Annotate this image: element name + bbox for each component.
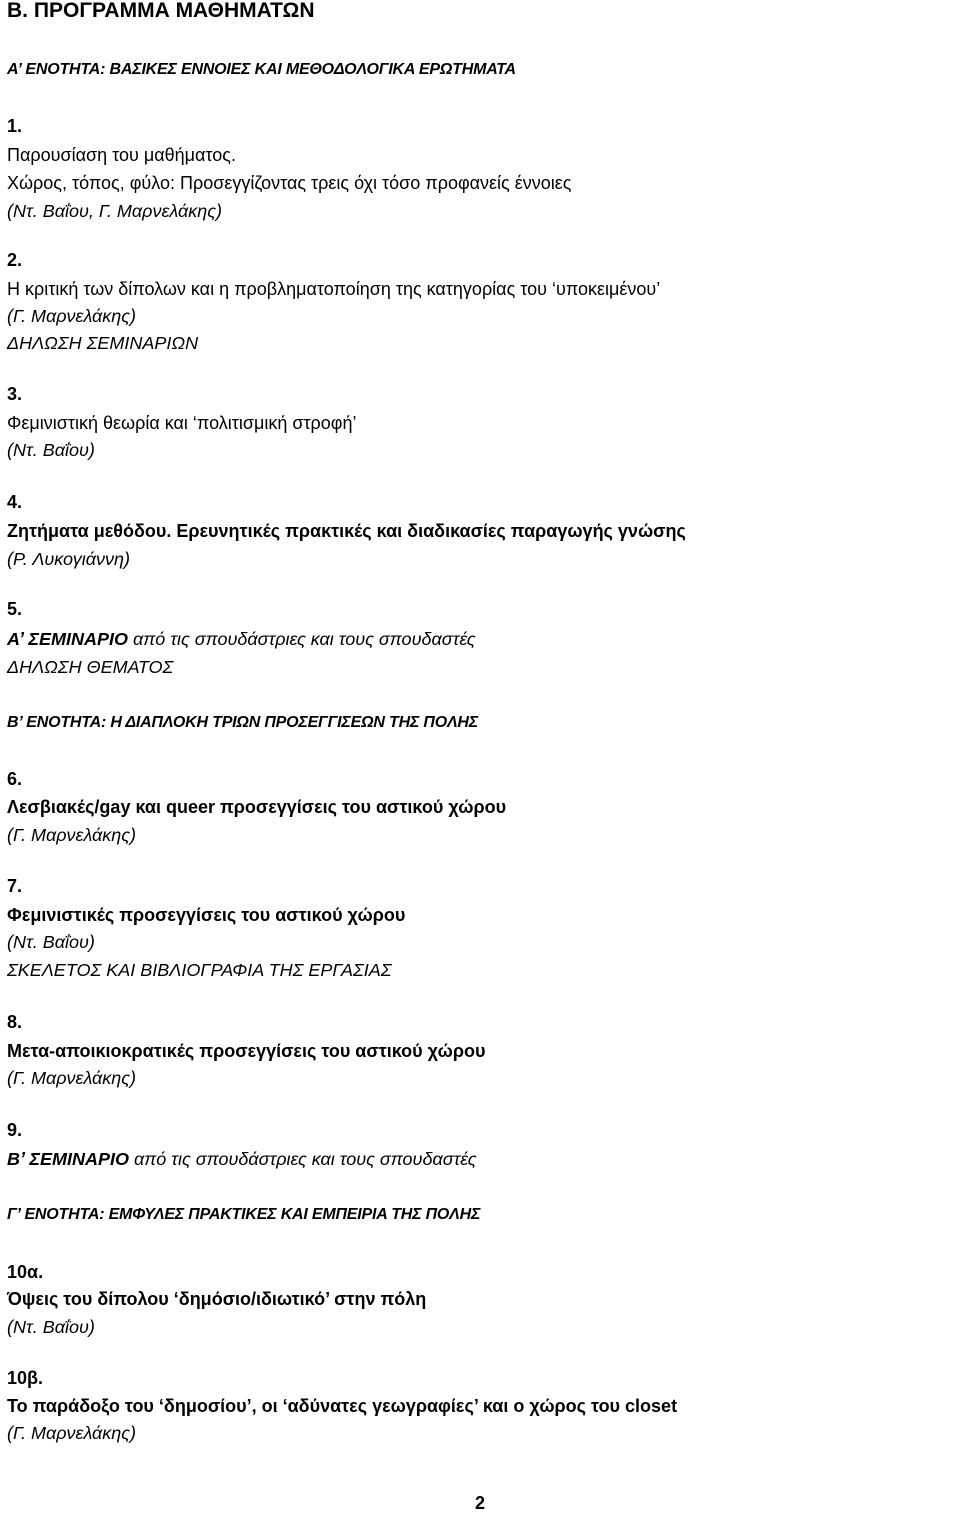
seminar-label: Α’ ΣΕΜΙΝΑΡΙΟ: [7, 629, 128, 649]
session-note: ΔΗΛΩΣΗ ΣΕΜΙΝΑΡΙΩΝ: [7, 333, 199, 353]
session-topic: Όψεις του δίπολου ‘δημόσιο/ιδιωτικό’ στην πόλη: [7, 1289, 427, 1309]
session-lecturer: (Ντ. Βαΐου): [7, 932, 95, 952]
session-lecturer: (Γ. Μαρνελάκης): [7, 1423, 137, 1443]
session-number: 9.: [7, 1120, 23, 1140]
session-number: 10β.: [7, 1368, 44, 1388]
session-number: 3.: [7, 384, 23, 404]
session-lecturer: (Γ. Μαρνελάκης): [7, 1068, 137, 1088]
session-topic: Λεσβιακές/gay και queer προσεγγίσεις του αστικού χώρου: [7, 797, 507, 817]
session-lecturer: (Ρ. Λυκογιάννη): [7, 549, 130, 569]
session-number: 8.: [7, 1012, 23, 1032]
session-topic: Φεμινιστικές προσεγγίσεις του αστικού χώρου: [7, 905, 406, 925]
session-lecturer: (Ντ. Βαΐου, Γ. Μαρνελάκης): [7, 201, 222, 221]
page-title: Β. ΠΡΟΓΡΑΜΜΑ ΜΑΘΗΜΑΤΩΝ: [7, 0, 315, 22]
session-topic: Χώρος, τόπος, φύλο: Προσεγγίζοντας τρεις όχι τόσο προφανείς έννοιες: [7, 173, 572, 193]
session-topic: Το παράδοξο του ‘δημοσίου’, οι ‘αδύνατες γεωγραφίες’ και ο χώρος του closet: [7, 1396, 678, 1416]
section-heading-c: Γ’ ΕΝΟΤΗΤΑ: ΕΜΦΥΛΕΣ ΠΡΑΚΤΙΚΕΣ ΚΑΙ ΕΜΠΕΙΡΙΑ ΤΗΣ ΠΟΛΗΣ: [7, 1206, 481, 1223]
session-number: 1.: [7, 116, 23, 136]
session-number: 10α.: [7, 1262, 44, 1282]
session-topic: Παρουσίαση του μαθήματος.: [7, 145, 236, 165]
seminar-description: από τις σπουδάστριες και τους σπουδαστές: [128, 1149, 477, 1169]
session-number: 5.: [7, 599, 23, 619]
seminar-line: [7, 630, 476, 648]
session-number: 4.: [7, 492, 23, 512]
section-heading-b: Β’ ΕΝΟΤΗΤΑ: Η ΔΙΑΠΛΟΚΗ ΤΡΙΩΝ ΠΡΟΣΕΓΓΙΣΕΩΝ ΤΗΣ ΠΟΛΗΣ: [7, 714, 479, 731]
seminar-label: Β’ ΣΕΜΙΝΑΡΙΟ: [7, 1149, 129, 1169]
session-lecturer: (Γ. Μαρνελάκης): [7, 306, 137, 326]
page-number: 2: [474, 1493, 485, 1513]
session-lecturer: (Ντ. Βαΐου): [7, 440, 95, 460]
session-topic: Μετα-αποικιοκρατικές προσεγγίσεις του αστικού χώρου: [7, 1041, 486, 1061]
session-topic: Ζητήματα μεθόδου. Ερευνητικές πρακτικές και διαδικασίες παραγωγής γνώσης: [7, 521, 686, 541]
session-number: 7.: [7, 876, 23, 896]
session-topic: Φεμινιστική θεωρία και ‘πολιτισμική στροφή’: [7, 413, 357, 433]
session-note: ΣΚΕΛΕΤΟΣ ΚΑΙ ΒΙΒΛΙΟΓΡΑΦΙΑ ΤΗΣ ΕΡΓΑΣΙΑΣ: [7, 960, 392, 980]
session-lecturer: (Γ. Μαρνελάκης): [7, 825, 137, 845]
section-heading-a: Α’ ΕΝΟΤΗΤΑ: ΒΑΣΙΚΕΣ ΕΝΝΟΙΕΣ ΚΑΙ ΜΕΘΟΔΟΛΟΓΙΚΑ ΕΡΩΤΗΜΑΤΑ: [7, 61, 516, 78]
session-lecturer: (Ντ. Βαΐου): [7, 1317, 95, 1337]
session-topic: Η κριτική των δίπολων και η προβληματοποίηση της κατηγορίας του ‘υποκειμένου’: [7, 279, 661, 299]
seminar-description: από τις σπουδάστριες και τους σπουδαστές: [127, 629, 476, 649]
session-number: 6.: [7, 769, 23, 789]
session-number: 2.: [7, 250, 23, 270]
seminar-line: [7, 1150, 477, 1168]
session-note: ΔΗΛΩΣΗ ΘΕΜΑΤΟΣ: [7, 657, 174, 677]
